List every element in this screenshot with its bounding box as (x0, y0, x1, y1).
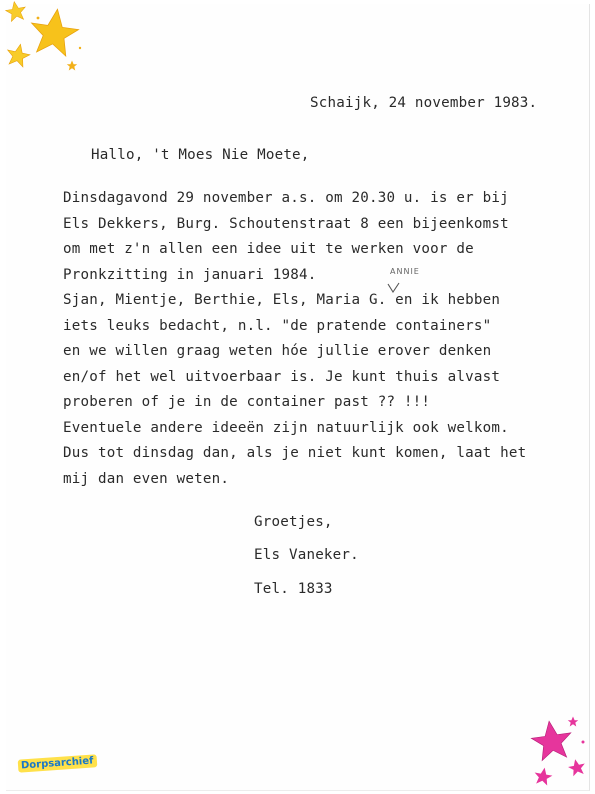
body-line: Dinsdagavond 29 november a.s. om 20.30 u. is er bij (63, 190, 509, 206)
body-line: en/of het wel uitvoerbaar is. Je kunt thuis alvast (63, 368, 501, 385)
pink-stars-icon (515, 712, 595, 794)
handwritten-insert: ANNIE (390, 267, 420, 276)
body-line: Sjan, Mientje, Berthie, Els, Maria G. en ik hebben (63, 292, 501, 308)
body-line: proberen of je in de container past ?? !!! (63, 394, 431, 410)
archive-logo: Dorpsarchief (18, 754, 97, 772)
insert-caret-icon (387, 282, 401, 294)
letter-signature: Els Vaneker. (254, 547, 359, 563)
letter-body (63, 186, 526, 492)
letter-salutation: Hallo, 't Moes Nie Moete, (91, 147, 310, 163)
body-line: Els Dekkers, Burg. Schoutenstraat 8 een bijeenkomst (63, 215, 509, 232)
body-line: Pronkzitting in januari 1984. (63, 266, 317, 283)
body-line: en we willen graag weten hóe jullie erover denken (63, 343, 492, 359)
body-line: iets leuks bedacht, n.l. "de pratende containers" (63, 317, 492, 334)
letter-phone: Tel. 1833 (254, 581, 333, 597)
body-line: Eventuele andere ideeën zijn natuurlijk ook welkom. (63, 419, 509, 436)
body-line: om met z'n allen een idee uit te werken voor de (63, 241, 474, 257)
letter-page (6, 4, 590, 791)
body-line: Dus tot dinsdag dan, als je niet kunt komen, laat het (63, 445, 527, 461)
letter-date: Schaijk, 24 november 1983. (310, 95, 538, 111)
gold-stars-icon (0, 0, 95, 80)
body-line: mij dan even weten. (63, 470, 230, 487)
letter-closing: Groetjes, (254, 514, 333, 530)
